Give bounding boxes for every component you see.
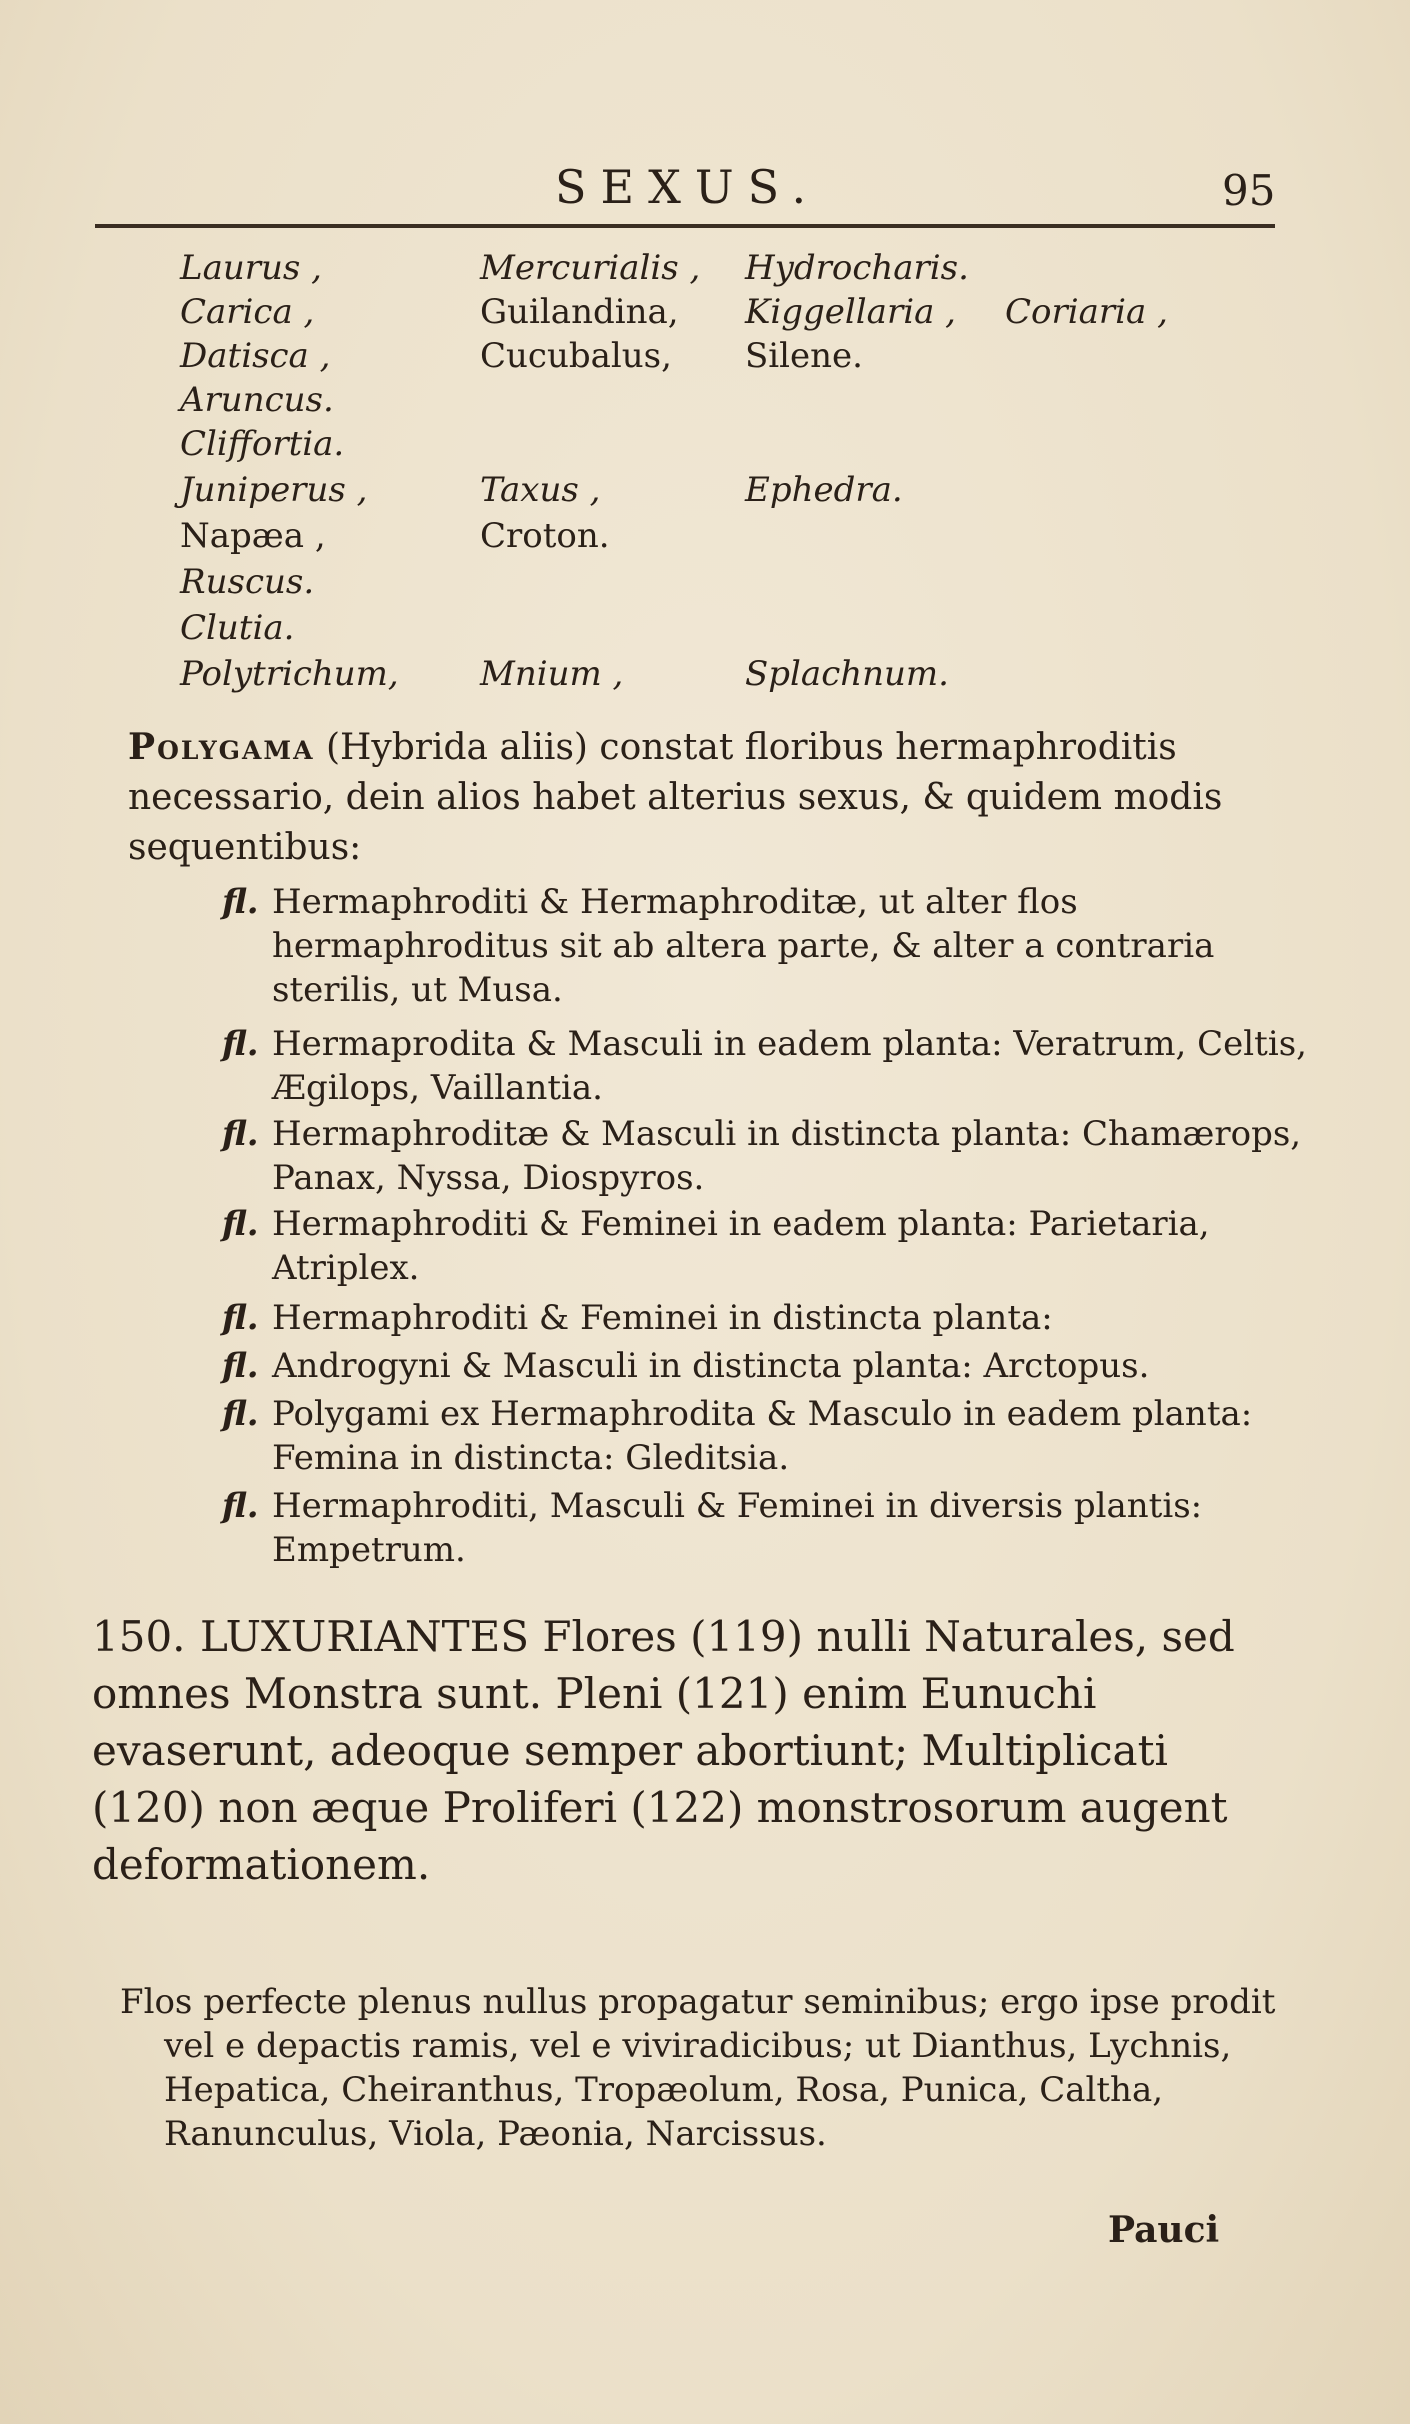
genus: Juniperus , bbox=[180, 470, 368, 510]
flos-item bbox=[222, 1202, 1322, 1290]
genus: Guilandina, bbox=[480, 292, 679, 332]
running-title: SEXUS. bbox=[555, 160, 821, 214]
page-number: 95 bbox=[1222, 166, 1276, 215]
flos-mark: fl. bbox=[222, 1298, 259, 1338]
genus: Coriaria , bbox=[1005, 292, 1168, 332]
genus: Mercurialis , bbox=[480, 248, 701, 288]
genus: Aruncus. bbox=[180, 380, 334, 420]
genus: Splachnum. bbox=[745, 654, 949, 694]
flos-mark: fl. bbox=[222, 1114, 259, 1154]
flos-mark: fl. bbox=[222, 1204, 259, 1244]
flos-item bbox=[222, 1296, 1322, 1340]
luxuriantes-paragraph bbox=[92, 1608, 1272, 1893]
genus: Kiggellaria , bbox=[745, 292, 956, 332]
genus: Croton. bbox=[480, 516, 610, 556]
genus: Laurus , bbox=[180, 248, 322, 288]
genus: Taxus , bbox=[480, 470, 601, 510]
flos-item bbox=[222, 1392, 1322, 1480]
genus: Clutia. bbox=[180, 608, 295, 648]
polygama-term: Polygama bbox=[128, 726, 315, 768]
flos-mark: fl. bbox=[222, 1024, 259, 1064]
flos-mark: fl. bbox=[222, 1346, 259, 1386]
polygama-text: (Hybrida aliis) constat floribus hermaphroditis necessario, dein alios habet alterius sexus, & quidem modis sequentibus: bbox=[128, 727, 1223, 868]
flos-text: Hermaprodita & Masculi in eadem planta: Veratrum, Celtis, Ægilops, Vaillantia. bbox=[272, 1024, 1307, 1108]
flos-perfecte-paragraph: Flos perfecte plenus nullus propagatur seminibus; ergo ipse prodit vel e depactis ramis, vel e viviradicibus; ut Dianthus, Lychnis, Hepatica, Cheiranthus, Tropæolum, Rosa, Punica, Caltha, Ranunculus, Viola, Pæonia, Narcissus. bbox=[120, 1982, 1276, 2154]
genus: Cucubalus, bbox=[480, 336, 672, 376]
genus: Cliffortia. bbox=[180, 424, 345, 464]
luxuriantes-text: LUXURIANTES Flores (119) nulli Naturales, sed omnes Monstra sunt. Pleni (121) enim Eunuchi evaserunt, adeoque semper abortiunt; Multiplicati (120) non æque Proliferi (122) monstrosorum augent deformationem. bbox=[92, 1612, 1235, 1889]
flos-text: Hermaphroditi, Masculi & Feminei in diversis plantis: Empetrum. bbox=[272, 1486, 1203, 1570]
genus: Carica , bbox=[180, 292, 315, 332]
genus: Polytrichum, bbox=[180, 654, 399, 694]
flos-text: Hermaphroditi & Feminei in distincta planta: bbox=[272, 1298, 1053, 1338]
flos-item bbox=[222, 1022, 1322, 1110]
flos-item bbox=[222, 1112, 1322, 1200]
flos-item bbox=[222, 1484, 1322, 1572]
genus: Silene. bbox=[745, 336, 863, 376]
flos-text: Polygami ex Hermaphrodita & Masculo in eadem planta: Femina in distincta: Gleditsia. bbox=[272, 1394, 1253, 1478]
genus: Mnium , bbox=[480, 654, 624, 694]
section-number: 150. bbox=[92, 1612, 186, 1661]
flos-text: Hermaphroditi & Feminei in eadem planta: Parietaria, Atriplex. bbox=[272, 1204, 1210, 1288]
header-rule bbox=[95, 224, 1275, 228]
flos-mark: fl. bbox=[222, 882, 259, 922]
genus: Datisca , bbox=[180, 336, 331, 376]
polygama-paragraph bbox=[128, 722, 1278, 873]
flos-mark: fl. bbox=[222, 1394, 259, 1434]
genus: Napæa , bbox=[180, 516, 326, 556]
flos-item bbox=[222, 880, 1322, 1012]
genus: Ruscus. bbox=[180, 562, 315, 602]
flos-text: Androgyni & Masculi in distincta planta: Arctopus. bbox=[272, 1346, 1150, 1386]
flos-text: Hermaphroditæ & Masculi in distincta planta: Chamærops, Panax, Nyssa, Diospyros. bbox=[272, 1114, 1302, 1198]
flos-mark: fl. bbox=[222, 1486, 259, 1526]
flos-item bbox=[222, 1344, 1322, 1388]
page-header bbox=[0, 160, 1410, 220]
catchword: Pauci bbox=[1108, 2209, 1220, 2251]
genus: Ephedra. bbox=[745, 470, 903, 510]
flos-text: Hermaphroditi & Hermaphroditæ, ut alter flos hermaphroditus sit ab altera parte, & alter a contraria sterilis, ut Musa. bbox=[272, 882, 1215, 1010]
genus: Hydrocharis. bbox=[745, 248, 969, 288]
